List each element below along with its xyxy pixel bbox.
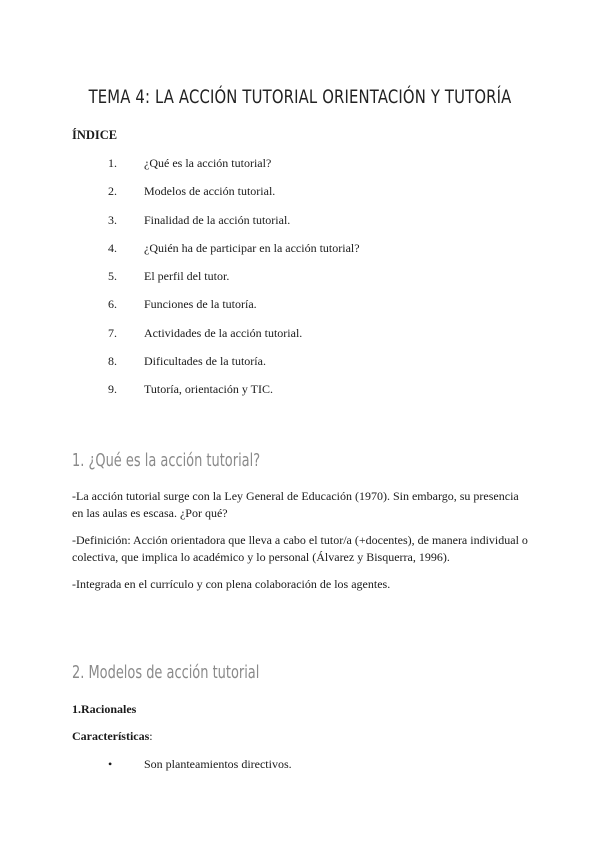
index-number: 4. — [108, 240, 117, 255]
section-1-paragraph-2: -Definición: Acción orientadora que lleva a cabo el tutor/a (+docentes), de manera individual o colectiva, que implica lo académico y lo personal (Álvarez y Bisquerra, 1996). — [72, 533, 528, 564]
characteristics-line — [72, 728, 532, 745]
index-item — [0, 263, 600, 291]
index-text: Finalidad de la acción tutorial. — [144, 212, 291, 227]
index-number: 8. — [108, 354, 117, 369]
index-text: ¿Qué es la acción tutorial? — [144, 156, 272, 170]
index-number: 3. — [108, 212, 117, 227]
section-2-heading: 2. Modelos de acción tutorial — [72, 662, 260, 683]
section-1-heading: 1. ¿Qué es la acción tutorial? — [72, 450, 261, 471]
index-text: ¿Quién ha de participar en la acción tutorial? — [144, 240, 360, 255]
index-text: Tutoría, orientación y TIC. — [144, 382, 273, 397]
index-text: Funciones de la tutoría. — [144, 297, 257, 312]
index-number: 1. — [108, 156, 117, 170]
subsection-heading: 1.Racionales — [72, 702, 137, 716]
index-item — [0, 348, 600, 376]
index-item — [0, 150, 600, 178]
index-text: Dificultades de la tutoría. — [144, 354, 266, 369]
index-text: Actividades de la acción tutorial. — [144, 325, 303, 340]
index-number: 5. — [108, 269, 117, 284]
index-number: 6. — [108, 297, 117, 312]
index-item — [0, 178, 600, 206]
section-1-paragraph-3: -Integrada en el currículo y con plena colaboración de los agentes. — [72, 577, 391, 591]
document-title: TEMA 4: LA ACCIÓN TUTORIAL ORIENTACIÓN Y TUTORÍA — [88, 86, 512, 108]
section-1-paragraph-1: -La acción tutorial surge con la Ley General de Educación (1970). Sin embargo, su presencia en las aulas es escasa. ¿Por qué? — [72, 489, 519, 520]
index-text: El perfil del tutor. — [144, 269, 230, 284]
bullet-icon: • — [108, 757, 113, 771]
index-list — [0, 150, 600, 405]
index-item — [0, 320, 600, 348]
index-heading: ÍNDICE — [72, 128, 118, 142]
index-item — [0, 291, 600, 319]
index-text: Modelos de acción tutorial. — [144, 184, 276, 199]
index-number: 2. — [108, 184, 117, 199]
index-number: 7. — [108, 325, 117, 340]
bullet-text: Son planteamientos directivos. — [144, 757, 292, 771]
index-item — [0, 207, 600, 235]
index-number: 9. — [108, 382, 117, 397]
characteristics-label: Características — [72, 729, 150, 743]
index-item — [0, 235, 600, 263]
index-item — [0, 376, 600, 404]
characteristics-colon: : — [149, 729, 153, 743]
